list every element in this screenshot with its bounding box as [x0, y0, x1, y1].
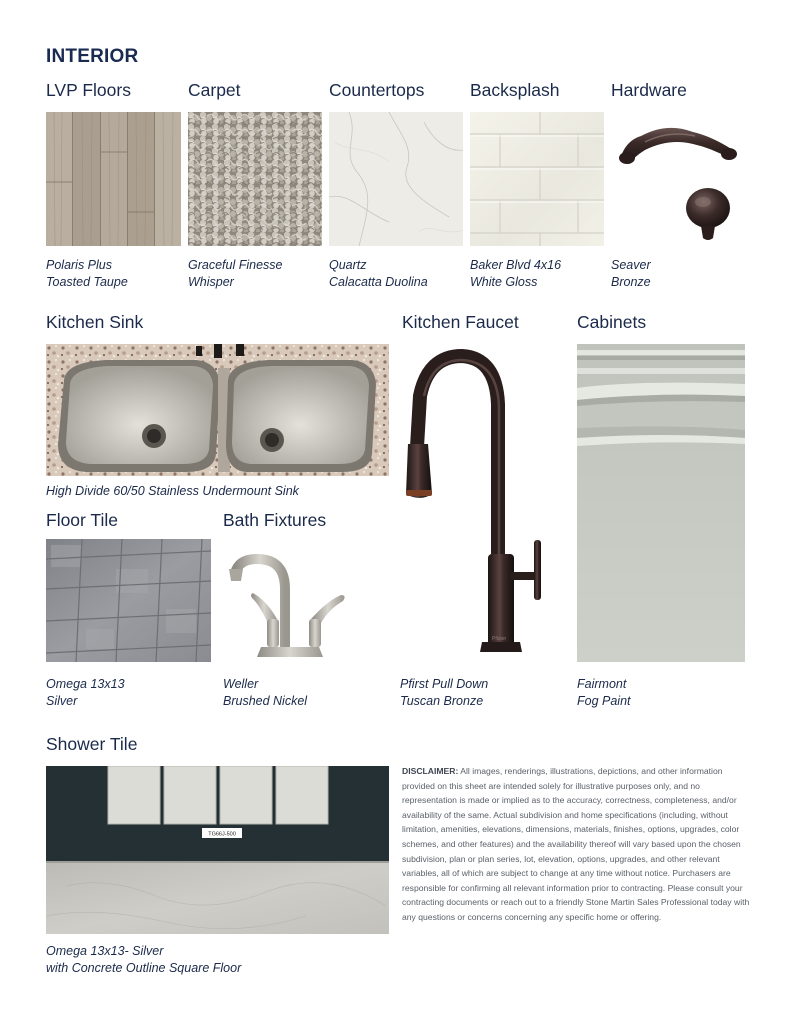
lvp-floor-swatch	[46, 112, 181, 246]
countertops-heading: Countertops	[329, 80, 425, 100]
shower-tile-sample-label: TG66J-500	[208, 831, 236, 838]
backsplash-caption	[470, 257, 561, 291]
kitchen-sink-image	[46, 344, 389, 476]
carpet-heading: Carpet	[188, 80, 241, 100]
shower-tile-heading: Shower Tile	[46, 734, 138, 754]
faucet-brand-mark: Pfister	[492, 636, 507, 642]
bath-fixtures-caption	[223, 676, 307, 710]
bath-fixtures-caption-line2: Brushed Nickel	[223, 694, 308, 708]
hardware-caption	[611, 257, 651, 291]
disclaimer-text: All images, renderings, illustrations, depictions, and other information provided on this sheet are intended solely for illustrative purposes only, and no representation is made or implied as to the accuracy, correctness, completeness, and/or availability of the same. Actual subdivision and home specifications (including, without limitation, amenities, elevations, dimensions, materials, finishes, options, upgrades, color schemes, and other features) and the availability thereof will vary based upon the chosen subdivision, plan or plan series, lot, elevation, options, upgrades, and other relevant variables, all of which are subject to change at any time without notice. Purchasers are responsible for confirming all relevant information prior to contracting. Please consult your contracting documents or reach out to a friendly Stone Martin Sales Professional today with any questions or concerns concerning any specific home or offering.	[402, 766, 750, 922]
floor-tile-heading: Floor Tile	[46, 510, 118, 530]
floor-tile-caption-line2: Silver	[46, 694, 78, 708]
backsplash-swatch	[470, 112, 604, 246]
cabinets-caption-line1: Fairmont	[577, 677, 627, 691]
cabinets-caption	[577, 676, 631, 710]
hardware-image	[611, 112, 745, 246]
cabinets-caption-line2: Fog Paint	[577, 694, 631, 708]
hardware-heading: Hardware	[611, 80, 687, 100]
countertops-caption-line1: Quartz	[329, 258, 367, 272]
shower-tile-image	[46, 766, 389, 934]
bath-fixture-image	[223, 539, 363, 662]
lvp-floors-heading: LVP Floors	[46, 80, 131, 100]
shower-tile-caption	[46, 943, 241, 977]
countertops-caption	[329, 257, 428, 291]
bath-fixtures-caption-line1: Weller	[223, 677, 259, 691]
countertop-swatch	[329, 112, 463, 246]
backsplash-caption-line1: Baker Blvd 4x16	[470, 258, 562, 272]
carpet-caption-line1: Graceful Finesse	[188, 258, 283, 272]
kitchen-faucet-caption	[400, 676, 488, 710]
kitchen-faucet-caption-line1: Pfirst Pull Down	[400, 677, 489, 691]
countertops-caption-line2: Calacatta Duolina	[329, 275, 428, 289]
shower-tile-caption-line2: with Concrete Outline Square Floor	[46, 961, 242, 975]
lvp-caption-line2: Toasted Taupe	[46, 275, 128, 289]
carpet-caption-line2: Whisper	[188, 275, 234, 289]
backsplash-heading: Backsplash	[470, 80, 560, 100]
hardware-caption-line2: Bronze	[611, 275, 651, 289]
kitchen-sink-caption: High Divide 60/50 Stainless Undermount Sink	[46, 484, 299, 498]
cabinet-door-swatch	[577, 344, 745, 662]
disclaimer	[402, 764, 752, 925]
hardware-caption-line1: Seaver	[611, 258, 651, 272]
backsplash-caption-line2: White Gloss	[470, 275, 538, 289]
kitchen-faucet-image	[398, 344, 566, 662]
floor-tile-caption	[46, 676, 125, 710]
carpet-caption	[188, 257, 282, 291]
cabinets-heading: Cabinets	[577, 312, 647, 332]
disclaimer-label: DISCLAIMER:	[402, 766, 459, 776]
bath-fixtures-heading: Bath Fixtures	[223, 510, 327, 530]
floor-tile-swatch	[46, 539, 211, 662]
shower-tile-caption-line1: Omega 13x13- Silver	[46, 944, 164, 958]
kitchen-sink-heading: Kitchen Sink	[46, 312, 144, 332]
kitchen-faucet-caption-line2: Tuscan Bronze	[400, 694, 484, 708]
floor-tile-caption-line1: Omega 13x13	[46, 677, 125, 691]
lvp-caption-line1: Polaris Plus	[46, 258, 112, 272]
carpet-swatch	[188, 112, 322, 246]
lvp-caption	[46, 257, 128, 291]
kitchen-faucet-heading: Kitchen Faucet	[402, 312, 519, 332]
page-title: INTERIOR	[46, 46, 139, 67]
